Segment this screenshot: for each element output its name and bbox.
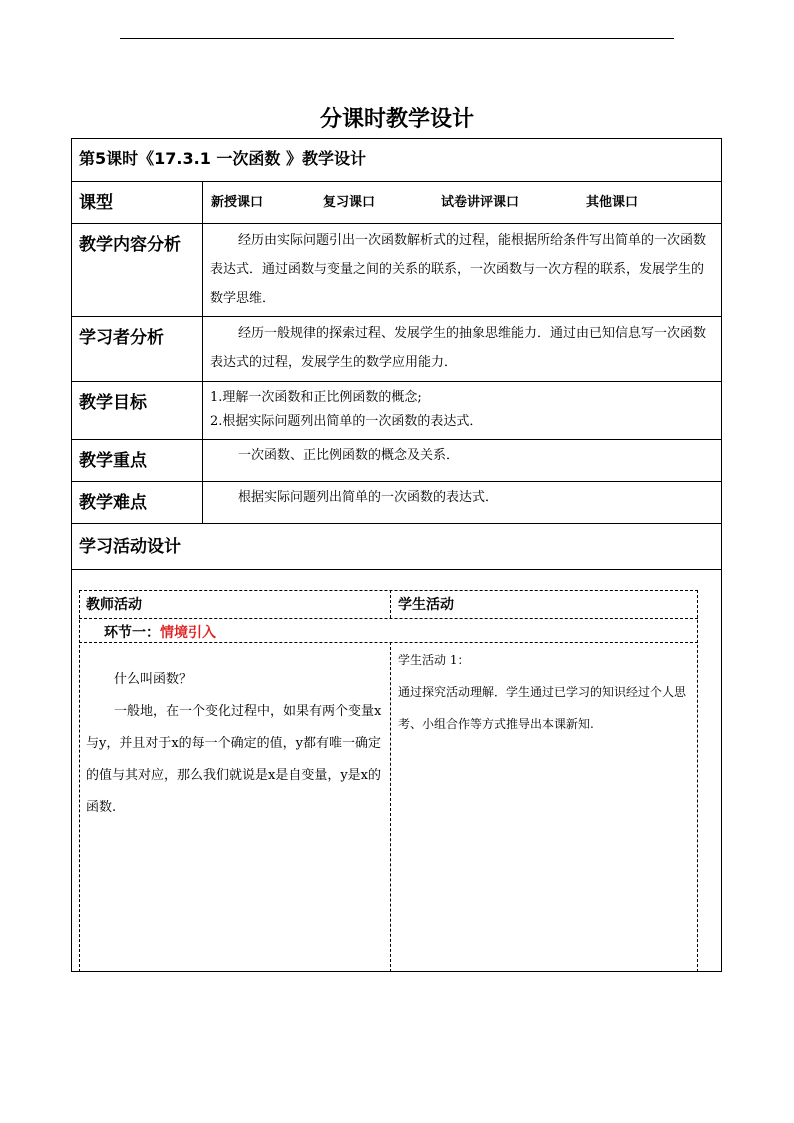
objective-item: 1.理解一次函数和正比例函数的概念; (210, 390, 422, 405)
dashed-line (390, 590, 391, 618)
key-points-row (72, 439, 721, 481)
key-points-label: 教学重点 (72, 440, 203, 481)
objectives-label: 教学目标 (72, 382, 203, 439)
student-activity-title: 学生活动 1： (398, 653, 470, 667)
option-exam-review-lesson[interactable]: 试卷讲评课口 (441, 195, 520, 210)
dashed-line (79, 618, 698, 619)
content-analysis-text: 经历由实际问题引出一次函数解析式的过程，能根据所给条件写出简单的一次函数表达式．通过函数与变量之间的关系的联系，一次函数与一次方程的联系，发展学生的数学思维． (210, 233, 707, 306)
activity-design-title: 学习活动设计 (79, 537, 181, 557)
learner-analysis-row (72, 316, 721, 381)
option-new-lesson[interactable]: 新授课口 (211, 195, 264, 210)
course-type-row (72, 181, 721, 223)
teacher-activity-header: 教师活动 (86, 597, 142, 613)
course-type-options (203, 182, 721, 223)
objective-item: 2.根据实际问题列出简单的一次函数的表达式． (210, 414, 483, 429)
student-activity-text: 通过探究活动理解．学生通过已学习的知识经过个人思考、小组合作等方式推导出本课新知. (398, 685, 687, 731)
lesson-title: 第5课时《17.3.1 一次函数 》教学设计 (79, 149, 366, 168)
dashed-line (390, 642, 391, 972)
teacher-activity-content (86, 664, 388, 824)
teacher-paragraph: 什么叫函数？ (114, 672, 193, 687)
content-analysis-row (72, 223, 721, 316)
dashed-line (697, 590, 698, 972)
option-review-lesson[interactable]: 复习课口 (323, 195, 376, 210)
stage-heading (104, 622, 216, 642)
dashed-line (79, 642, 698, 643)
course-type-label: 课型 (72, 182, 203, 223)
document-title: 分课时教学设计 (319, 107, 474, 132)
dashed-line (79, 590, 698, 591)
key-points-text: 一次函数、正比例函数的概念及关系． (238, 448, 460, 463)
dashed-line (79, 590, 80, 972)
difficulties-text: 根据实际问题列出简单的一次函数的表达式． (238, 490, 499, 505)
learner-analysis-text: 经历一般规律的探索过程、发展学生的抽象思维能力．通过由已知信息写一次函数表达式的过程，发展学生的数学应用能力． (210, 326, 707, 370)
teacher-paragraph: 一般地，在一个变化过程中，如果有两个变量x与y，并且对于x的每一个确定的值，y都有唯一确定的值与其对应，那么我们就说是x是自变量，y是x的函数. (86, 704, 382, 815)
activity-design-row (72, 523, 721, 569)
content-analysis-label: 教学内容分析 (72, 224, 203, 316)
student-activity-header: 学生活动 (398, 597, 454, 613)
difficulties-label: 教学难点 (72, 482, 203, 523)
lesson-design-table (71, 138, 722, 972)
lesson-title-row (72, 139, 721, 181)
option-other-lesson[interactable]: 其他课口 (586, 195, 639, 210)
difficulties-row (72, 481, 721, 523)
objectives-list (203, 382, 721, 439)
learner-analysis-label: 学习者分析 (72, 317, 203, 381)
header-rule (120, 38, 674, 39)
stage-name: 情境引入 (160, 625, 216, 641)
activity-area-divider (72, 569, 721, 570)
objectives-row (72, 381, 721, 439)
stage-prefix: 环节一： (104, 625, 160, 641)
student-activity-content (398, 644, 696, 740)
